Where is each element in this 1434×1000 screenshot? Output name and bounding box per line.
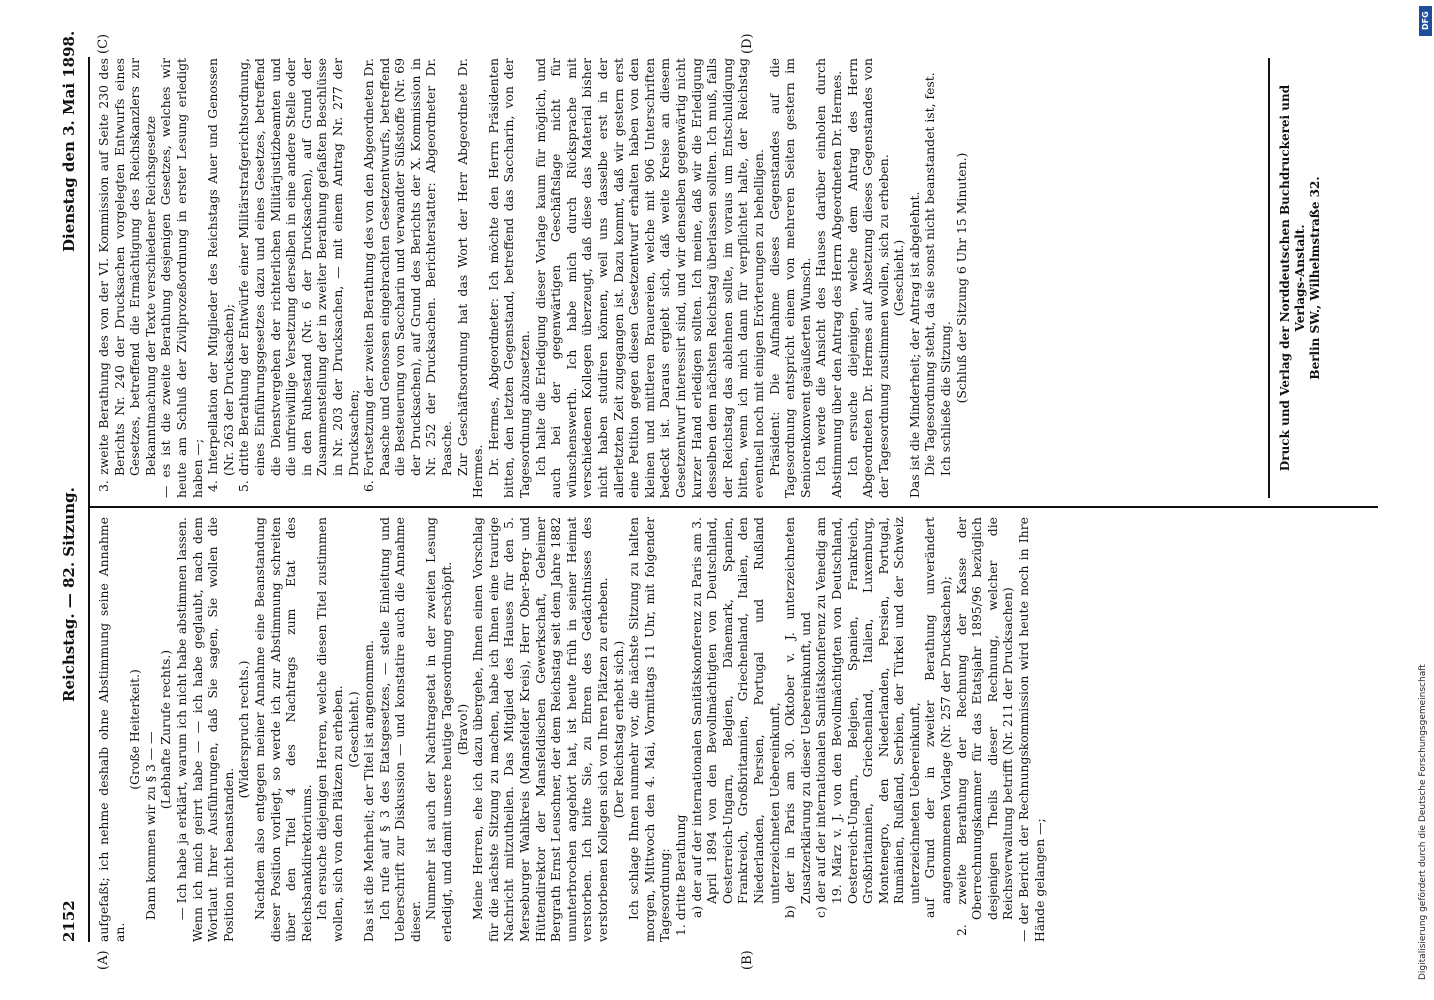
left-column (96, 517, 1047, 942)
closing-note: (Schluß der Sitzung 6 Uhr 15 Minuten.) (953, 152, 969, 404)
column-divider (88, 506, 1378, 508)
imprint-rule (1268, 58, 1270, 498)
paragraph: Ich ersuche diejenigen, welche dem Antrag des Herrn Abgeordneten Dr. Hermes auf Absetzung dieses Gegenstandes von der Tagesordnung zustimmen wollen, sich zu erheben. (844, 58, 891, 498)
interjection: (Große Heiterkeit.) (127, 669, 143, 790)
paragraph: Ich ersuche diejenigen Herren, welche diesen Titel zustimmen wollen, sich von den Plätzen zu erheben. (314, 517, 345, 942)
agenda-item: 1. dritte Berathung (672, 814, 688, 936)
right-column (96, 58, 969, 498)
paragraph: Dr. Hermes, Abgeordneter: Ich möchte den Herrn Präsidenten bitten, den letzten Gegenstand, betreffend das Saccharin, von der Tagesordnung abzusetzen. (485, 58, 533, 498)
paragraph: Ich rufe auf § 3 des Etatsgesetzes, — stelle Einleitung und Ueberschrift zur Diskussion — und konstatire auch die Annahme dieser. (376, 517, 423, 942)
header-rule (88, 57, 90, 942)
session-date: Dienstag den 3. Mai 1898. (60, 30, 78, 252)
paragraph: — der Bericht der Rechnungskommission wird heute noch in Ihre Hände gelangen —; (1016, 517, 1047, 942)
interjection: (Widerspruch rechts.) (236, 660, 252, 799)
paragraph: — es ist die zweite Berathung desjenigen Gesetzes, welches wir heute am Schluß der Zivilprozeßordnung in erster Lesung erledigt haben —; (158, 58, 205, 498)
dfg-logo: DFG (1419, 6, 1432, 36)
interjection: (Lebhafte Zurufe rechts.) (158, 649, 174, 810)
page-number: 2152 (60, 900, 78, 942)
agenda-item: 3. zweite Berathung des von der VI. Kommission auf Seite 230 des Berichts Nr. 240 der Drucksachen vorgelegten Entwurfs eines Gesetzes, betreffend die Ermächtigung des Reichskanzlers zur Bekanntmachung der Texte verschiedener Reichsgesetze (96, 58, 158, 492)
margin-mark-b: (B) (740, 950, 755, 970)
agenda-subitem: a) der auf der internationalen Sanitätskonferenz zu Paris am 3. April 1894 von den Bevollmächtigten von Deutschland, Oesterreich-Ungarn, Belgien, Dänemark, Spanien, Frankreich, Großbritannien, Griechenland, Italien, den Niederlanden, Persien, Portugal und Rußland unterzeichneten Uebereinkunft, (688, 517, 782, 918)
margin-mark-a: (A) (96, 950, 111, 970)
paragraph: Ich halte die Erledigung dieser Vorlage kaum für möglich, und auch bei der gegenwärtigen Geschäftslage nicht für wünschenswerth. Ich habe mich durch Rücksprache mit verschiedenen Kollegen überzeugt, daß diese das Material bisher nicht haben studiren können, weil uns dasselbe erst in der allerletzten Zeit zugegangen ist. Dazu kommt, daß wir gestern erst eine Petition gegen diesen Gesetzentwurf erhalten haben von den kleinen und mittleren Brauereien, welche mit 906 Unterschriften bedeckt ist. Daraus ergiebt sich, daß weite Kreise an diesem Gesetzentwurf interessirt sind, und wir denselben gegenwärtig nicht kurzer Hand erledigen sollten. Ich meine, daß wir die Erledigung desselben dem nächsten Reichstag überlassen sollten. Ich muß, falls der Reichstag das ablehnen sollte, im voraus um Entschuldigung bitten, wenn ich mich dann für verpflichtet halte, der Reichstag eventuell noch mit einigen Erörterungen zu behelligen. (532, 58, 766, 498)
paragraph: Ich schlage Ihnen nunmehr vor, die nächste Sitzung zu halten morgen, Mittwoch den 4. Mai, Vormittags 11 Uhr, mit folgender Tagesordnung: (626, 517, 673, 942)
paragraph: Ich schließe die Sitzung. (938, 321, 954, 476)
interjection: (Geschieht.) (345, 691, 361, 768)
imprint (1278, 58, 1323, 498)
interjection: (Geschieht.) (891, 239, 907, 317)
margin-mark-d: (D) (740, 33, 755, 54)
paragraph: Nunmehr ist auch der Nachtragsetat in der zweiten Lesung erledigt, und damit unsere heutige Tagesordnung erschöpft. (423, 517, 455, 942)
paragraph: aufgefaßt; ich nehme deshalb ohne Abstimmung seine Annahme an. (96, 517, 127, 942)
paragraph: Das ist die Minderheit; der Antrag ist abgelehnt. (906, 191, 922, 498)
paragraph: Zur Geschäftsordnung hat das Wort der Herr Abgeordnete Dr. Hermes. (454, 58, 486, 498)
paragraph: Das ist die Mehrheit; der Titel ist angenommen. (361, 640, 377, 942)
interjection: (Der Reichstag erhebt sich.) (610, 640, 626, 819)
digitization-note (1418, 0, 1434, 1000)
digitization-note-text: Digitalisierung gefördert durch die Deutsche Forschungsgemeinschaft (1418, 664, 1428, 980)
agenda-subitem: auf Grund der in zweiter Berathung unverändert angenommenen Vorlage (Nr. 257 der Drucksachen); (922, 517, 954, 918)
interjection: (Bravo!) (454, 703, 470, 756)
agenda-item: 2. zweite Berathung der Rechnung der Kasse der Oberrechnungskammer für das Etatsjahr 1895/96 bezüglich desjenigen Theils dieser Rechnung, welcher die Reichsverwaltung betrifft (Nr. 211 der Drucksachen) (953, 517, 1016, 936)
paragraph: Präsident: Die Aufnahme dieses Gegenstandes auf die Tagesordnung entspricht einem von mehreren Seiten gestern im Seniorenkonvent geäußerten Wunsch. (766, 58, 813, 498)
agenda-item: 6. Fortsetzung der zweiten Berathung des von den Abgeordneten Dr. Paasche und Genossen eingebrachten Gesetzentwurfs, betreffend die Besteuerung von Saccharin und verwandter Süßstoffe (Nr. 69 der Drucksachen), auf Grund des Berichts der X. Kommission in Nr. 252 der Drucksachen. Berichterstatter: Abgeordneter Dr. Paasche. (361, 58, 455, 492)
paragraph: Nachdem also entgegen meiner Annahme eine Beanstandung dieser Position vorliegt, so werde ich zur Abstimmung schreiten über den Titel 4 des Nachtrags zum Etat des Reichsbankdirektoriums. (251, 517, 314, 942)
paragraph: Ich werde die Ansicht des Hauses darüber einholen durch Abstimmung über den Antrag des Herrn Abgeordneten Dr. Hermes. (813, 58, 844, 498)
imprint-address: Berlin SW., Wilhelmstraße 32. (1308, 176, 1322, 380)
paragraph: — Ich habe ja erklärt, warum ich nicht habe abstimmen lassen. Wenn ich mich geirrt habe — — ich habe geglaubt, nach dem Wortlaut Ihrer Ausführungen, daß Sie sagen, Sie wollen die Position nicht beanstanden. (173, 517, 236, 942)
paragraph: Die Tagesordnung steht, da sie sonst nicht beanstandet ist, fest. (922, 72, 938, 476)
agenda-subitem: b) der in Paris am 30. Oktober v. J. unterzeichneten Zusatzerklärung zu dieser Uebereinkunft, und (782, 517, 813, 918)
page-header (60, 30, 90, 942)
agenda-item: 5. dritte Berathung der Entwürfe einer Militärstrafgerichtsordnung, eines Einführungsgesetzes dazu und eines Gesetzes, betreffend die Dienstvergehen der richterlichen Militärjustizbeamten und die unfreiwillige Versetzung derselben in eine andere Stelle oder in den Ruhestand (Nr. 6 der Drucksachen), auf Grund der Zusammenstellung der in zweiter Berathung gefaßten Beschlüsse in Nr. 203 der Drucksachen, — mit einem Antrag Nr. 277 der Drucksachen; (236, 58, 361, 492)
agenda-item: 4. Interpellation der Mitglieder des Reichstags Auer und Genossen (Nr. 263 der Drucksachen); (205, 58, 236, 492)
agenda-subitem: c) der auf der internationalen Sanitätskonferenz zu Venedig am 19. März v. J. von den Bevollmächtigten von Deutschland, Oesterreich-Ungarn, Belgien, Spanien, Frankreich, Großbritannien, Griechenland, Italien, Luxemburg, Montenegro, den Niederlanden, Persien, Portugal, Rumänien, Rußland, Serbien, der Türkei und der Schweiz unterzeichneten Uebereinkunft, (813, 517, 922, 918)
running-title: Reichstag. — 82. Sitzung. (60, 487, 78, 702)
paragraph: Dann kommen wir zu § 3 — — (142, 731, 158, 920)
margin-mark-c: (C) (96, 33, 111, 54)
paragraph: Meine Herren, ehe ich dazu übergehe, Ihnen einen Vorschlag für die nächste Sitzung zu machen, habe ich Ihnen eine traurige Nachricht mitzutheilen. Das Mitglied des Hauses für den 5. Merseburger Wahlkreis (Mansfelder Kreis), Herr Ober-Berg- und Hüttendirektor der Mansfeldischen Gewerkschaft, Geheimer Bergrath Ernst Leuschner, der dem Reichstag seit dem Jahre 1882 ununterbrochen angehört hat, ist heute früh in seiner Heimat verstorben. Ich bitte Sie, zu Ehren des Gedächtnisses des verstorbenen Kollegen sich von Ihren Plätzen zu erheben. (470, 517, 610, 942)
imprint-publisher: Druck und Verlag der Norddeutschen Buchdruckerei und Verlags-Anstalt. (1278, 84, 1307, 472)
